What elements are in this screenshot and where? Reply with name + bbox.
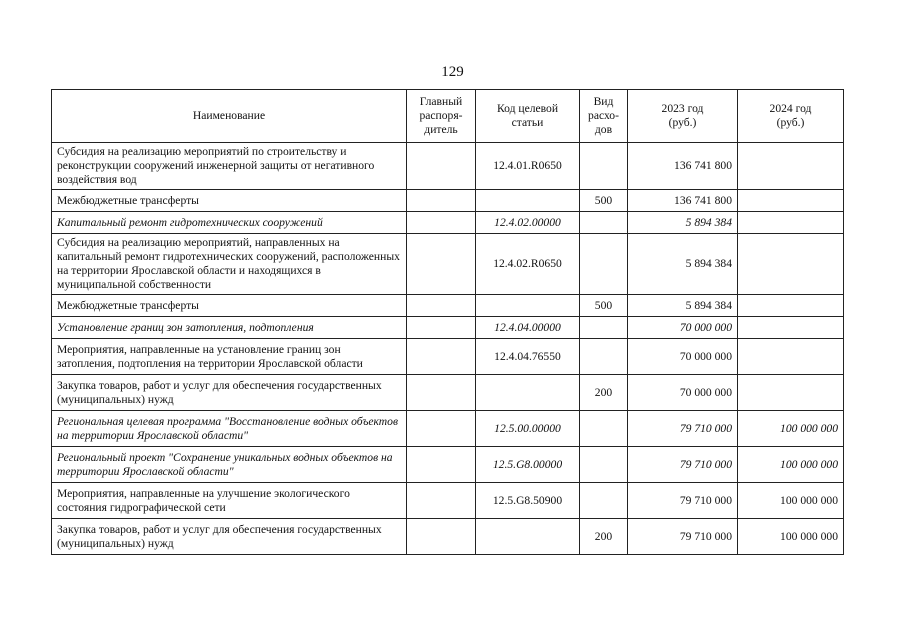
cell-admin [407,411,476,447]
table-header [52,90,844,143]
col-header-name: Наименование [52,90,407,143]
cell-2023: 70 000 000 [628,317,738,339]
cell-2024 [738,317,844,339]
col-header-2024: 2024 год (руб.) [738,90,844,143]
cell-name: Межбюджетные трансферты [52,295,407,317]
cell-2023: 136 741 800 [628,143,738,190]
cell-code: 12.5.G8.00000 [476,447,580,483]
table-row [52,483,844,519]
cell-code: 12.5.G8.50900 [476,483,580,519]
cell-vid [580,212,628,234]
cell-2023: 5 894 384 [628,295,738,317]
page-number: 129 [441,64,464,80]
cell-admin [407,190,476,212]
cell-name: Субсидия на реализацию мероприятий, направленных на капитальный ремонт гидротехнических сооружений, расположенных на территории Ярославской области и находящихся в муниципальной собственности [52,234,407,295]
cell-admin [407,143,476,190]
cell-admin [407,339,476,375]
cell-name: Мероприятия, направленные на установление границ зон затопления, подтопления на территории Ярославской области [52,339,407,375]
table-row [52,339,844,375]
cell-name: Закупка товаров, работ и услуг для обеспечения государственных (муниципальных) нужд [52,519,407,555]
table-row [52,519,844,555]
col-header-2023: 2023 год (руб.) [628,90,738,143]
cell-code [476,375,580,411]
cell-2024: 100 000 000 [738,483,844,519]
cell-code: 12.4.04.76550 [476,339,580,375]
cell-2024 [738,375,844,411]
cell-admin [407,375,476,411]
cell-admin [407,317,476,339]
table-row [52,411,844,447]
cell-2024: 100 000 000 [738,519,844,555]
cell-code [476,295,580,317]
cell-2024 [738,295,844,317]
cell-admin [407,447,476,483]
cell-vid [580,411,628,447]
cell-code [476,190,580,212]
cell-2023: 70 000 000 [628,339,738,375]
cell-vid [580,447,628,483]
cell-admin [407,519,476,555]
table-row [52,234,844,295]
col-header-admin: Главный распоря- дитель [407,90,476,143]
table-row [52,317,844,339]
cell-2024 [738,339,844,375]
cell-2023: 79 710 000 [628,483,738,519]
table-row [52,212,844,234]
cell-code: 12.4.01.R0650 [476,143,580,190]
cell-code [476,519,580,555]
cell-vid [580,317,628,339]
cell-vid: 200 [580,519,628,555]
col-header-vid: Вид расхо- дов [580,90,628,143]
cell-name: Региональная целевая программа "Восстановление водных объектов на территории Ярославской области" [52,411,407,447]
cell-name: Региональный проект "Сохранение уникальных водных объектов на территории Ярославской области" [52,447,407,483]
cell-name: Закупка товаров, работ и услуг для обеспечения государственных (муниципальных) нужд [52,375,407,411]
cell-vid [580,234,628,295]
cell-2024 [738,143,844,190]
cell-2024 [738,212,844,234]
cell-2023: 136 741 800 [628,190,738,212]
cell-2024 [738,234,844,295]
cell-2023: 79 710 000 [628,411,738,447]
table-row [52,190,844,212]
cell-name: Капитальный ремонт гидротехнических сооружений [52,212,407,234]
cell-2023: 79 710 000 [628,519,738,555]
cell-2024 [738,190,844,212]
cell-2024: 100 000 000 [738,411,844,447]
budget-table [51,89,844,555]
cell-name: Установление границ зон затопления, подтопления [52,317,407,339]
cell-vid [580,339,628,375]
cell-vid [580,143,628,190]
cell-2023: 5 894 384 [628,234,738,295]
cell-admin [407,212,476,234]
cell-2024: 100 000 000 [738,447,844,483]
table-row [52,375,844,411]
cell-vid: 200 [580,375,628,411]
cell-admin [407,234,476,295]
table-row [52,143,844,190]
cell-code: 12.5.00.00000 [476,411,580,447]
cell-vid [580,483,628,519]
table-row [52,447,844,483]
cell-name: Субсидия на реализацию мероприятий по строительству и реконструкции сооружений инженерной защиты от негативного воздействия вод [52,143,407,190]
table-row [52,295,844,317]
cell-code: 12.4.02.R0650 [476,234,580,295]
cell-code: 12.4.02.00000 [476,212,580,234]
cell-2023: 5 894 384 [628,212,738,234]
cell-code: 12.4.04.00000 [476,317,580,339]
cell-admin [407,483,476,519]
cell-vid: 500 [580,295,628,317]
col-header-code: Код целевой статьи [476,90,580,143]
cell-admin [407,295,476,317]
cell-name: Межбюджетные трансферты [52,190,407,212]
header-row [52,90,844,143]
cell-2023: 70 000 000 [628,375,738,411]
cell-vid: 500 [580,190,628,212]
cell-name: Мероприятия, направленные на улучшение экологического состояния гидрографической сети [52,483,407,519]
cell-2023: 79 710 000 [628,447,738,483]
table-body [52,143,844,555]
